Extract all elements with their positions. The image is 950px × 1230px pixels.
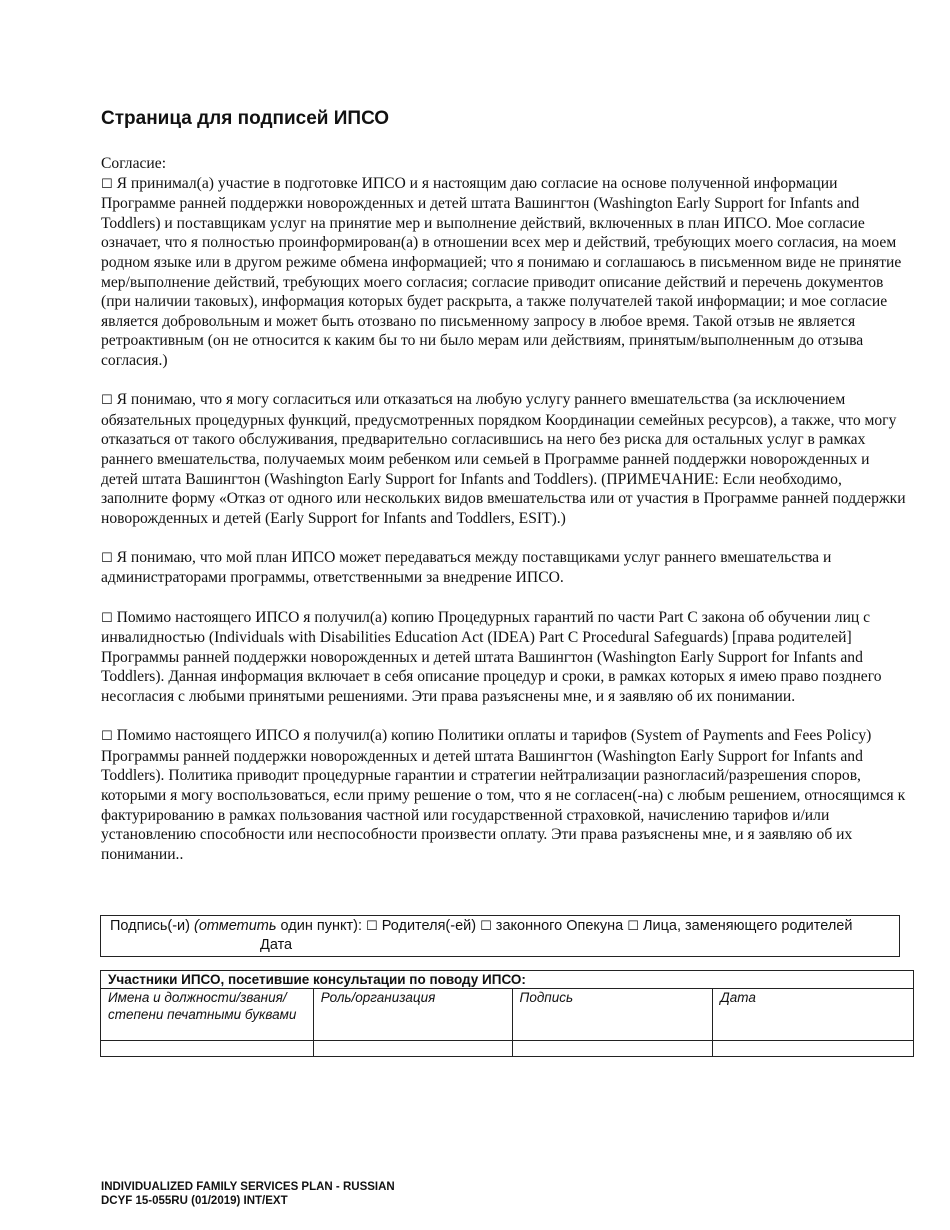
cell-role-input[interactable] — [313, 1041, 512, 1057]
cell-name-input[interactable] — [101, 1041, 314, 1057]
column-header-role: Роль/организация — [313, 989, 512, 1041]
signature-box[interactable] — [100, 915, 900, 957]
option-guardian-label: законного Опекуна — [495, 918, 624, 934]
consent-text: Помимо настоящего ИПСО я получил(а) копию Политики оплаты и тарифов (System of Payments and Fees Policy) Программы ранней поддержки новорожденных и детей штата Вашингтон (Washington Early Support for Infants and Toddlers). Политика приводит процедурные гарантии и стратегии нейтрализации разногласий/разрешения споров, которыми я могу воспользоваться, если приму решение о том, что я не согласен(-на) с любым решением, относящимся к фактурированию в рамках пользования частной или государственной страховкой, начислению тарифов и/или установлению способности или неспособности произвести оплату. Эти права разъяснены мне, и я заявляю об их понимании.. — [101, 727, 906, 863]
checkbox-icon[interactable]: ☐ — [627, 919, 639, 934]
signature-label: Подпись(-и) — [110, 918, 194, 934]
signature-instruction-rest: один пункт): — [276, 918, 367, 934]
footer-form-title: INDIVIDUALIZED FAMILY SERVICES PLAN - RUSSIAN — [101, 1181, 395, 1193]
footer-form-number: DCYF 15-055RU (01/2019) INT/EXT — [101, 1195, 288, 1207]
consent-item-plan-sharing — [101, 548, 907, 588]
column-header-names: Имена и должности/звания/степени печатными буквами — [101, 989, 314, 1041]
page-title: Страница для подписей ИПСО — [101, 108, 390, 129]
consent-text: Я принимал(а) участие в подготовке ИПСО и я настоящим даю согласие на основе полученной информации Программе ранней поддержки новорожденных и детей штата Вашингтон (Washington Early Support for Infants and Toddlers) и поставщикам услуг на принятие мер и выполнение действий, включенных в план ИПСО. Мое согласие означает, что я полностью проинформирован(а) в отношении всех мер и действий, требующих моего согласия, на моем родном языке или в другом режиме обмена информацией; что я понимаю и соглашаюсь в письменном виде не принятие мер/выполнение действий, требующих моего согласия; согласие приводит описание действий и перечень документов (при наличии таковых), информация которых будет раскрыта, а также получателей такой информации; и мое согласие является добровольным и может быть отозвано по письменному запросу в любое время. Такой отзыв не является ретроактивным (он не относится к каким бы то ни было мерам или действиям, принятым/выполненным до отзыва согласия.) — [101, 174, 902, 369]
signature-date-label: Дата — [260, 937, 293, 953]
option-parent-label: Родителя(-ей) — [381, 918, 477, 934]
checkbox-icon[interactable]: ☐ — [101, 729, 113, 745]
checkbox-icon[interactable]: ☐ — [101, 393, 113, 409]
consent-item-participation — [101, 174, 907, 371]
signature-instruction: (отметить — [194, 918, 277, 934]
consent-text: Я понимаю, что я могу согласиться или отказаться на любую услугу раннего вмешательства (за исключением обязательных процедурных функций, предусмотренных порядком Координации семейных ресурсов), а также, что могу отказаться от такого обслуживания, предварительно согласившись на него без риска для остальных услуг в рамках раннего вмешательства, получаемых моим ребенком или семьей в Программе ранней поддержки новорожденных и детей штата Вашингтон (Washington Early Support for Infants and Toddlers). (ПРИМЕЧАНИЕ: Если необходимо, заполните форму «Отказ от одного или нескольких видов вмешательства или от участия в Программе ранней поддержки новорожденных и детей (Early Support for Infants and Toddlers, ESIT).) — [101, 391, 906, 527]
consent-item-payments-policy — [101, 726, 907, 864]
consent-section — [101, 154, 907, 884]
checkbox-icon[interactable]: ☐ — [101, 176, 113, 192]
participants-table-title: Участники ИПСО, посетившие консультации по поводу ИПСО: — [101, 971, 914, 989]
cell-date-input[interactable] — [713, 1041, 914, 1057]
checkbox-icon[interactable]: ☐ — [480, 919, 492, 934]
checkbox-icon[interactable]: ☐ — [101, 550, 113, 566]
table-row — [101, 1041, 914, 1057]
checkbox-icon[interactable]: ☐ — [366, 919, 378, 934]
consent-heading: Согласие: — [101, 155, 167, 172]
cell-signature-input[interactable] — [512, 1041, 713, 1057]
form-footer — [101, 1180, 395, 1208]
column-header-signature: Подпись — [512, 989, 713, 1041]
participants-table — [100, 970, 914, 1057]
consent-item-procedural-safeguards — [101, 608, 907, 707]
checkbox-icon[interactable]: ☐ — [101, 610, 113, 626]
option-surrogate-label: Лица, заменяющего родителей — [642, 918, 853, 934]
column-header-date: Дата — [713, 989, 914, 1041]
consent-item-decline-services — [101, 390, 907, 528]
consent-text: Я понимаю, что мой план ИПСО может передаваться между поставщиками услуг раннего вмешательства и администраторами программы, ответственными за внедрение ИПСО. — [101, 548, 832, 587]
consent-text: Помимо настоящего ИПСО я получил(а) копию Процедурных гарантий по части Part C закона об обучении лиц с инвалидностью (Individuals with Disabilities Education Act (IDEA) Part C Procedural Safeguards) [права родителей] Программы ранней поддержки новорожденных и детей штата Вашингтон (Washington Early Support for Infants and Toddlers). Данная информация включает в себя описание процедур и сроки, в рамках которых я имею право позднего несогласия с любыми принятыми решениями. Эти права разъяснены мне, и я заявляю об их понимании. — [101, 608, 882, 706]
